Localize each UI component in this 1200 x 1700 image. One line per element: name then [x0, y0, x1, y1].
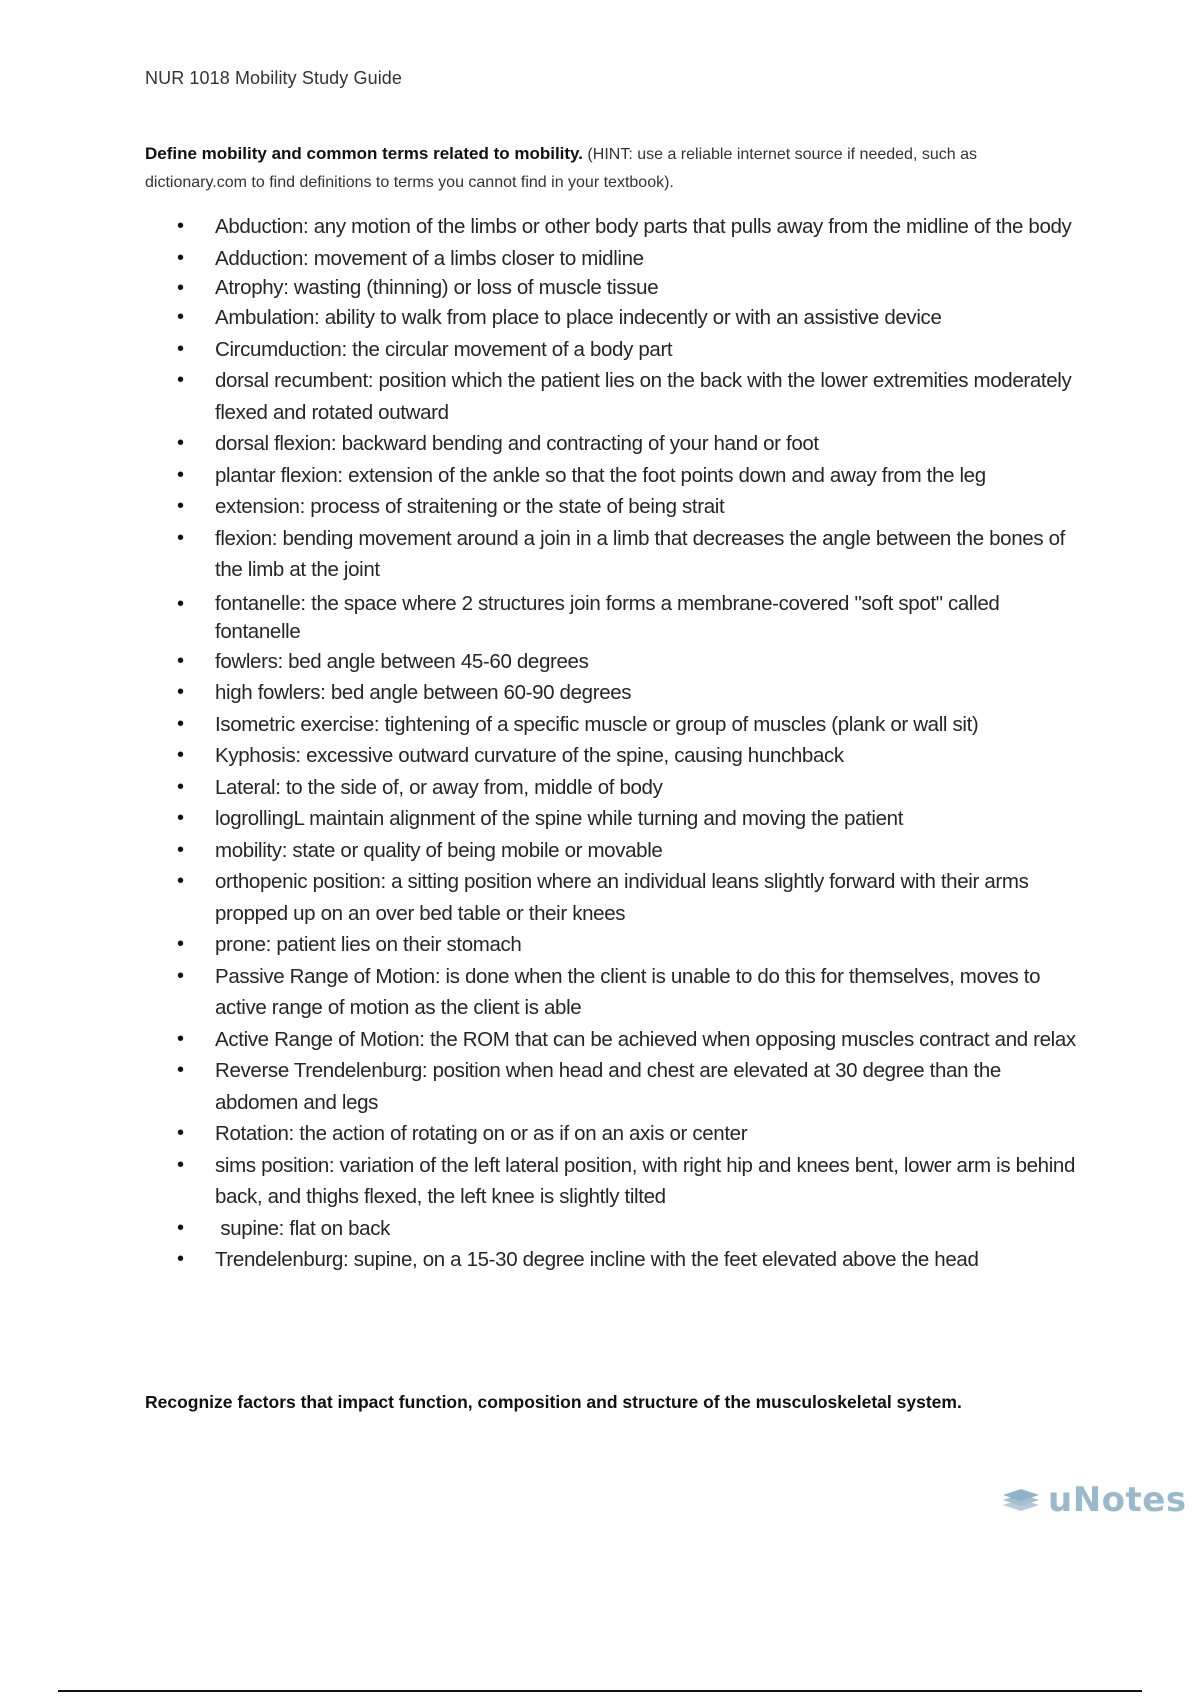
bullet-icon: • [177, 337, 184, 360]
list-item [145, 1055, 1080, 1118]
bullet-icon: • [177, 592, 184, 615]
list-item [145, 523, 1080, 586]
list-item [145, 835, 1080, 867]
list-item [145, 334, 1080, 366]
term-text: prone: patient lies on their stomach [215, 933, 522, 956]
list-item [145, 1150, 1080, 1213]
section-heading: Recognize factors that impact function, composition and structure of the musculoskeletal system. [145, 1392, 962, 1412]
term-text: supine: flat on back [215, 1216, 390, 1240]
list-item [145, 772, 1080, 804]
bullet-icon: • [177, 681, 184, 703]
watermark-text: uNotes [1048, 1480, 1187, 1520]
term-text: dorsal flexion: backward bending and contracting of your hand or foot [215, 432, 819, 455]
list-item [145, 709, 1080, 741]
term-text: plantar flexion: extension of the ankle so that the foot points down and away from the leg [215, 463, 986, 487]
bullet-icon: • [177, 306, 184, 328]
list-item [145, 866, 1080, 929]
term-text: flexion: bending movement around a join in a limb that decreases the angle between the bones of the limb at the joint [215, 526, 1065, 581]
bullet-icon: • [177, 964, 184, 987]
term-text: Rotation: the action of rotating on or as if on an axis or center [215, 1122, 748, 1145]
bullet-icon: • [177, 369, 184, 391]
list-item [145, 1024, 1080, 1056]
intro-hint: (HINT: use a reliable internet source if needed, such as dictionary.com to find definitions to terms you cannot find in your textbook). [145, 146, 977, 191]
list-item [145, 1213, 1080, 1245]
bullet-icon: • [177, 1153, 184, 1176]
term-text: Trendelenburg: supine, on a 15-30 degree incline with the feet elevated above the head [215, 1248, 979, 1271]
term-text: fowlers: bed angle between 45-60 degrees [215, 649, 589, 673]
list-item [145, 929, 1080, 961]
bullet-icon: • [177, 933, 184, 955]
bullet-icon: • [177, 1248, 184, 1270]
bullet-icon: • [177, 838, 184, 861]
term-text: orthopenic position: a sitting position where an individual leans slightly forward with their arms propped up on an over bed table or their knees [215, 870, 1029, 925]
list-item [145, 428, 1080, 460]
term-text: Lateral: to the side of, or away from, middle of body [215, 775, 663, 799]
intro-heading: Define mobility and common terms related to mobility. [145, 144, 583, 163]
term-text: logrollingL maintain alignment of the spine while turning and moving the patient [215, 807, 904, 830]
term-text: Kyphosis: excessive outward curvature of the spine, causing hunchback [215, 744, 844, 767]
term-text: Adduction: movement of a limbs closer to midline [215, 246, 644, 270]
intro-paragraph [145, 140, 1065, 196]
bullet-icon: • [177, 246, 184, 269]
list-item [145, 460, 1080, 492]
list-item [145, 491, 1080, 523]
term-text: Atrophy: wasting (thinning) or loss of muscle tissue [215, 276, 659, 299]
document-header: NUR 1018 Mobility Study Guide [145, 68, 403, 88]
bullet-icon: • [177, 526, 184, 549]
term-text: sims position: variation of the left lateral position, with right hip and knees bent, lower arm is behind back, and thighs flexed, the left knee is slightly tilted [215, 1153, 1076, 1208]
term-text: Ambulation: ability to walk from place to place indecently or with an assistive device [215, 306, 942, 329]
bullet-icon: • [177, 649, 184, 672]
bullet-icon: • [177, 277, 184, 299]
term-text: Passive Range of Motion: is done when the client is unable to do this for themselves, moves to active range of motion as the client is able [215, 964, 1041, 1019]
list-item [145, 590, 1080, 646]
term-text: Active Range of Motion: the ROM that can be achieved when opposing muscles contract and relax [215, 1027, 1076, 1051]
list-item [145, 302, 1080, 334]
bullet-icon: • [177, 870, 184, 892]
bullet-icon: • [177, 215, 184, 237]
bullet-icon: • [177, 807, 184, 829]
bullet-icon: • [177, 712, 184, 735]
bullet-icon: • [177, 1122, 184, 1144]
term-text: Circumduction: the circular movement of a body part [215, 337, 673, 361]
term-text: Reverse Trendelenburg: position when head and chest are elevated at 30 degree than the abdomen and legs [215, 1059, 1001, 1114]
bullet-icon: • [177, 463, 184, 486]
list-item [145, 803, 1080, 835]
term-text: Isometric exercise: tightening of a specific muscle or group of muscles (plank or wall sit) [215, 712, 979, 736]
bullet-icon: • [177, 432, 184, 454]
terms-list [145, 211, 1080, 1276]
watermark [1000, 1480, 1187, 1520]
stacked-notes-logo-icon [1000, 1485, 1042, 1515]
bullet-icon: • [177, 495, 184, 517]
bullet-icon: • [177, 1059, 184, 1081]
term-text: fontanelle: the space where 2 structures join forms a membrane-covered "soft spot" called fontanelle [215, 591, 1000, 643]
bullet-icon: • [177, 775, 184, 798]
list-item [145, 243, 1080, 275]
list-item [145, 740, 1080, 772]
term-text: mobility: state or quality of being mobile or movable [215, 838, 663, 862]
term-text: dorsal recumbent: position which the patient lies on the back with the lower extremities moderately flexed and rotated outward [215, 369, 1072, 424]
term-text: high fowlers: bed angle between 60-90 degrees [215, 681, 632, 704]
list-item [145, 1118, 1080, 1150]
bullet-icon: • [177, 1216, 184, 1239]
list-item [145, 274, 1080, 302]
list-item [145, 646, 1080, 678]
list-item [145, 961, 1080, 1024]
page-bottom-divider [58, 1690, 1142, 1692]
list-item [145, 211, 1080, 243]
list-item [145, 365, 1080, 428]
bullet-icon: • [177, 744, 184, 766]
term-text: Abduction: any motion of the limbs or other body parts that pulls away from the midline of the body [215, 215, 1072, 238]
list-item [145, 1244, 1080, 1276]
bullet-icon: • [177, 1027, 184, 1050]
term-text: extension: process of straitening or the state of being strait [215, 495, 725, 518]
list-item [145, 677, 1080, 709]
